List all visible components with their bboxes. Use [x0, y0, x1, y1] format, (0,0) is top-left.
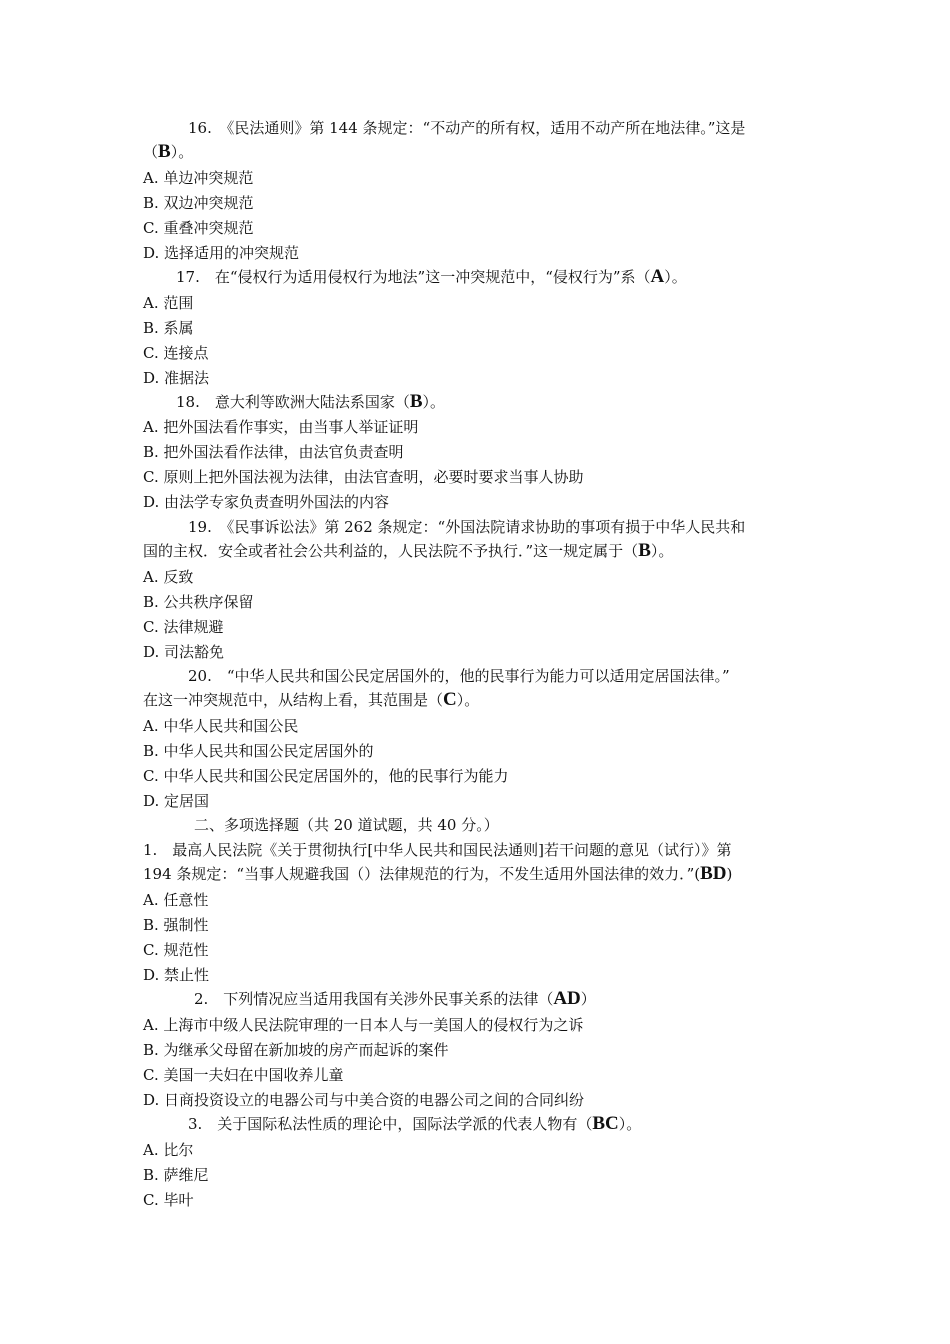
option-d: D. 由法学专家负责查明外国法的内容	[143, 493, 390, 511]
option-b: B. 强制性	[143, 916, 209, 934]
option-a: A. 把外国法看作事实，由当事人举证证明	[143, 418, 419, 436]
answer-key: B	[158, 141, 171, 162]
question-20-stem-cont: 在这一冲突规范中，从结构上看，其范围是（C）。	[143, 689, 480, 710]
option-a: A. 任意性	[143, 891, 209, 909]
option-a: A. 范围	[143, 294, 194, 312]
question-18-stem: 18. 意大利等欧洲大陆法系国家（B）。	[176, 391, 446, 412]
question-16-stem: 16. 《民法通则》第 144 条规定：“不动产的所有权，适用不动产所在地法律。”这是	[188, 119, 746, 137]
answer-key: A	[650, 266, 665, 287]
option-a: A. 反致	[143, 568, 194, 586]
question-19-stem: 19. 《民事诉讼法》第 262 条规定：“外国法院请求协助的事项有损于中华人民共和	[188, 518, 746, 536]
option-c: C. 规范性	[143, 941, 209, 959]
option-c: C. 重叠冲突规范	[143, 219, 254, 237]
section-heading: 二、多项选择题（共 20 道试题，共 40 分。）	[194, 816, 499, 834]
answer-key: BD	[700, 863, 727, 884]
multi-question-1-stem: 1. 最高人民法院《关于贯彻执行[中华人民共和国民法通则]若干问题的意见（试行）》第	[143, 841, 732, 859]
option-b: B. 萨维尼	[143, 1166, 209, 1184]
option-b: B. 为继承父母留在新加坡的房产而起诉的案件	[143, 1041, 449, 1059]
answer-key: B	[638, 540, 651, 561]
option-a: A. 单边冲突规范	[143, 169, 254, 187]
option-a: A. 比尔	[143, 1141, 194, 1159]
option-c: C. 美国一夫妇在中国收养儿童	[143, 1066, 344, 1084]
option-b: B. 系属	[143, 319, 194, 337]
option-b: B. 公共秩序保留	[143, 593, 254, 611]
answer-key: C	[443, 689, 457, 710]
option-d: D. 准据法	[143, 369, 210, 387]
option-c: C. 中华人民共和国公民定居国外的，他的民事行为能力	[143, 767, 509, 785]
option-d: D. 司法豁免	[143, 643, 225, 661]
question-16-answer-line: （B）。	[143, 141, 194, 162]
question-20-stem: 20. “中华人民共和国公民定居国外的，他的民事行为能力可以适用定居国法律。”	[188, 667, 730, 685]
option-d: D. 选择适用的冲突规范	[143, 244, 300, 262]
option-d: D. 禁止性	[143, 966, 210, 984]
multi-question-3-stem: 3. 关于国际私法性质的理论中，国际法学派的代表人物有（BC）。	[188, 1113, 642, 1134]
option-d: D. 日商投资设立的电器公司与中美合资的电器公司之间的合同纠纷	[143, 1091, 585, 1109]
option-a: A. 中华人民共和国公民	[143, 717, 299, 735]
option-b: B. 双边冲突规范	[143, 194, 254, 212]
option-b: B. 把外国法看作法律，由法官负责查明	[143, 443, 404, 461]
answer-key: BC	[592, 1113, 619, 1134]
option-c: C. 法律规避	[143, 618, 224, 636]
option-c: C. 毕叶	[143, 1191, 194, 1209]
multi-question-2-stem: 2. 下列情况应当适用我国有关涉外民事关系的法律（AD）	[194, 988, 596, 1009]
answer-key: AD	[553, 988, 581, 1009]
option-b: B. 中华人民共和国公民定居国外的	[143, 742, 374, 760]
option-c: C. 连接点	[143, 344, 209, 362]
option-d: D. 定居国	[143, 792, 210, 810]
option-a: A. 上海市中级人民法院审理的一日本人与一美国人的侵权行为之诉	[143, 1016, 584, 1034]
answer-key: B	[409, 391, 423, 412]
multi-question-1-stem-cont: 194 条规定：“当事人规避我国（）法律规范的行为，不发生适用外国法律的效力．”(BD)	[143, 863, 733, 884]
question-17-stem: 17. 在“侵权行为适用侵权行为地法”这一冲突规范中，“侵权行为”系（A）。	[176, 266, 687, 287]
question-19-stem-cont: 国的主权．安全或者社会公共利益的，人民法院不予执行．”这一规定属于（B）。	[143, 540, 674, 561]
option-c: C. 原则上把外国法视为法律，由法官查明，必要时要求当事人协助	[143, 468, 584, 486]
